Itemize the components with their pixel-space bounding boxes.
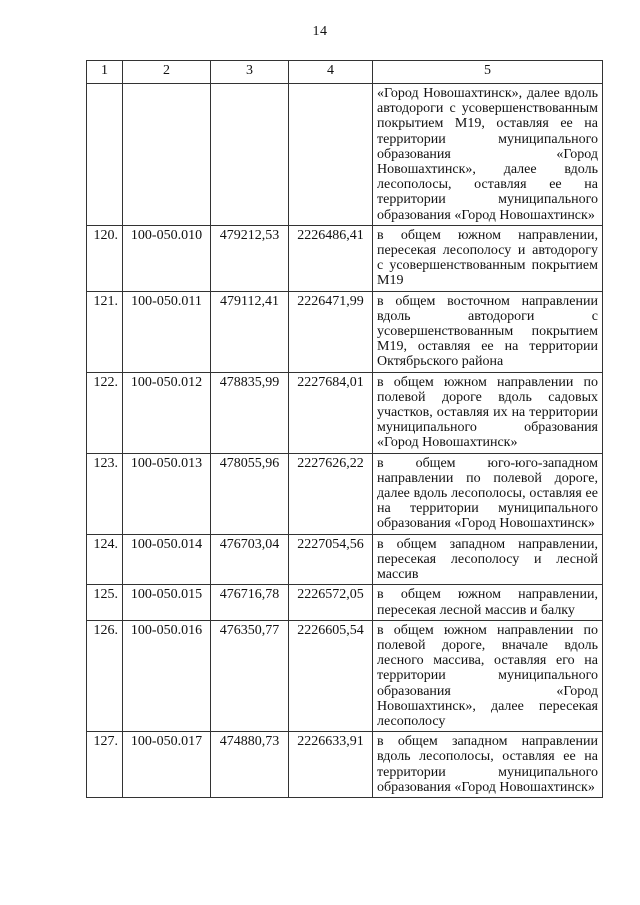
column-header: 1 (87, 61, 123, 84)
table-body (87, 84, 603, 798)
table-row (87, 534, 603, 585)
row-description: в общем западном направлении вдоль лесополосы, оставляя ее на территории муниципального образования «Город Новошахтинск» (373, 732, 603, 798)
point-code: 100-050.014 (123, 534, 211, 585)
coordinate-x: 478835,99 (211, 372, 289, 453)
column-header: 5 (373, 61, 603, 84)
column-header: 2 (123, 61, 211, 84)
row-description: в общем южном направлении, пересекая лесной массив и балку (373, 585, 603, 620)
coordinate-y: 2226572,05 (289, 585, 373, 620)
coordinate-y: 2226471,99 (289, 291, 373, 372)
column-header: 3 (211, 61, 289, 84)
point-code: 100-050.015 (123, 585, 211, 620)
table-row (87, 732, 603, 798)
coordinate-y: 2226633,91 (289, 732, 373, 798)
boundary-table (86, 60, 603, 798)
continuation-description: «Город Новошахтинск», далее вдоль автодороги с усовершенствованным покрытием М19, оставляя ее на территории муниципального образования «Город Новошахтинск», далее вдоль лесополосы, оставляя ее на территории муниципального образования «Город Новошахтинск» (373, 84, 603, 226)
row-description: в общем южном направлении по полевой дороге, вначале вдоль лесного массива, оставляя его на территории муниципального образования «Город Новошахтинск», далее пересекая лесополосу (373, 620, 603, 731)
table-row (87, 225, 603, 291)
row-number: 125. (87, 585, 123, 620)
table-header-row (87, 61, 603, 84)
coordinate-y: 2227684,01 (289, 372, 373, 453)
coordinate-x: 476703,04 (211, 534, 289, 585)
table-row (87, 372, 603, 453)
row-description: в общем восточном направлении вдоль автодороги с усовершенствованным покрытием М19, оставляя ее на территории Октябрьского района (373, 291, 603, 372)
continuation-row (87, 84, 603, 226)
row-number: 124. (87, 534, 123, 585)
row-description: в общем западном направлении, пересекая лесополосу и лесной массив (373, 534, 603, 585)
row-number: 123. (87, 453, 123, 534)
coordinate-y: 2226486,41 (289, 225, 373, 291)
row-number: 120. (87, 225, 123, 291)
table-row (87, 291, 603, 372)
point-code: 100-050.012 (123, 372, 211, 453)
coordinate-x: 476716,78 (211, 585, 289, 620)
row-description: в общем южном направлении по полевой дороге вдоль садовых участков, оставляя их на территории муниципального образования «Город Новошахтинск» (373, 372, 603, 453)
coordinate-y: 2227626,22 (289, 453, 373, 534)
table-row (87, 453, 603, 534)
empty-cell (87, 84, 123, 226)
point-code: 100-050.017 (123, 732, 211, 798)
row-description: в общем южном направлении, пересекая лесополосу и автодорогу с усовершенствованным покрытием М19 (373, 225, 603, 291)
coordinate-x: 474880,73 (211, 732, 289, 798)
empty-cell (211, 84, 289, 226)
column-header: 4 (289, 61, 373, 84)
coordinate-x: 476350,77 (211, 620, 289, 731)
coordinate-x: 478055,96 (211, 453, 289, 534)
point-code: 100-050.016 (123, 620, 211, 731)
table-row (87, 585, 603, 620)
table-row (87, 620, 603, 731)
coordinate-y: 2227054,56 (289, 534, 373, 585)
page-number: 14 (312, 24, 328, 39)
row-description: в общем юго-юго-западном направлении по полевой дороге, далее вдоль лесополосы, оставляя ее на территории муниципального образования «Город Новошахтинск» (373, 453, 603, 534)
point-code: 100-050.013 (123, 453, 211, 534)
coordinate-y: 2226605,54 (289, 620, 373, 731)
point-code: 100-050.011 (123, 291, 211, 372)
row-number: 121. (87, 291, 123, 372)
empty-cell (123, 84, 211, 226)
coordinate-x: 479112,41 (211, 291, 289, 372)
row-number: 122. (87, 372, 123, 453)
empty-cell (289, 84, 373, 226)
row-number: 127. (87, 732, 123, 798)
point-code: 100-050.010 (123, 225, 211, 291)
coordinate-x: 479212,53 (211, 225, 289, 291)
row-number: 126. (87, 620, 123, 731)
